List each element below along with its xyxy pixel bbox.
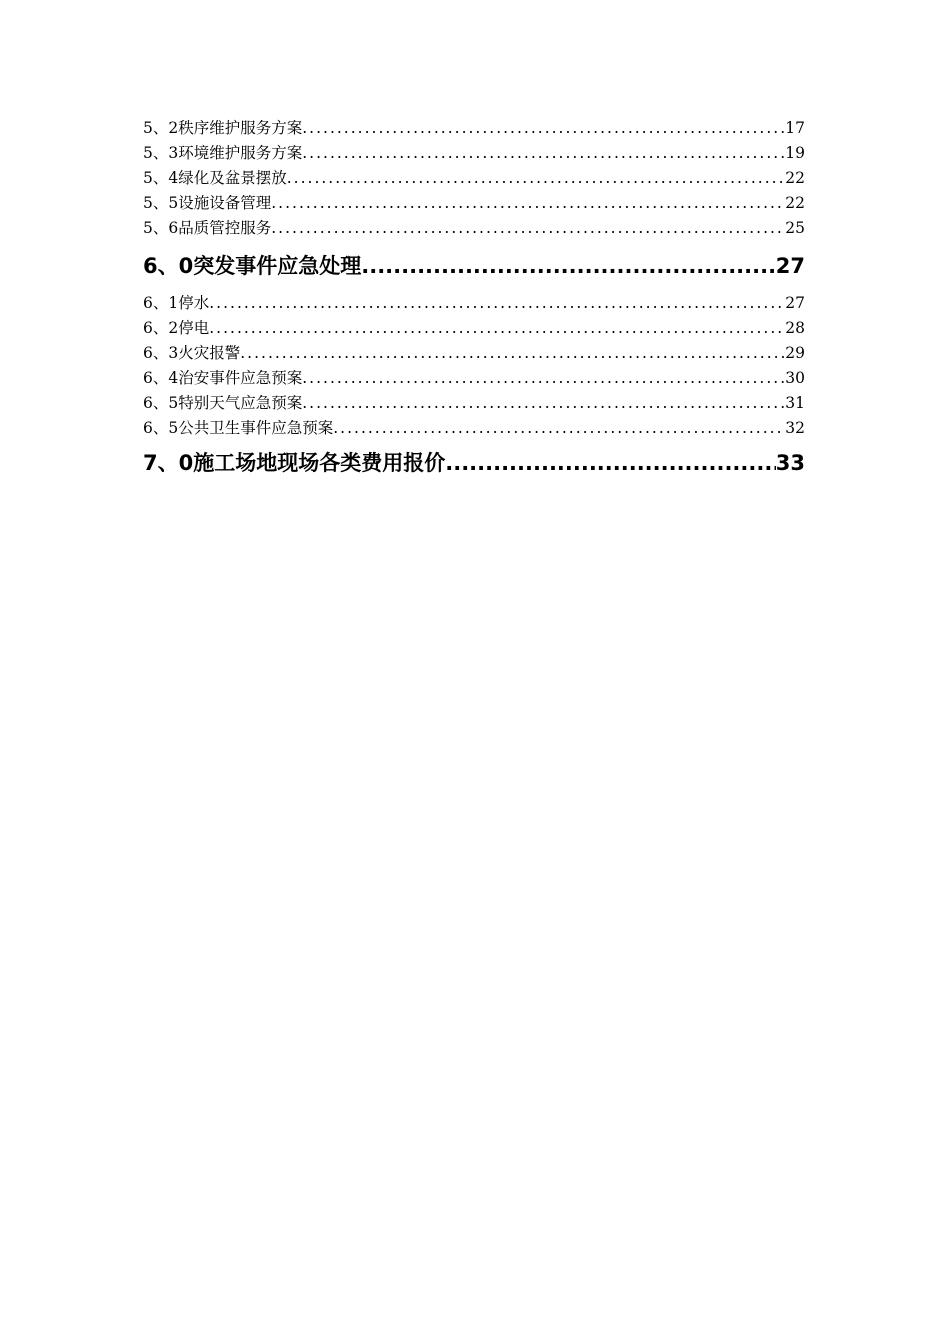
toc-section-7-0[interactable] — [143, 441, 805, 486]
toc-entry-5-4[interactable] — [143, 166, 805, 191]
toc-entry-5-3[interactable] — [143, 141, 805, 166]
toc-entry-page: 28 — [785, 319, 805, 337]
toc-entry-page: 31 — [785, 394, 805, 412]
toc-entry-6-4[interactable] — [143, 366, 805, 391]
toc-section-6-0[interactable] — [143, 241, 805, 291]
toc-entry-number: 5、4 — [143, 169, 179, 187]
toc-entry-page: 22 — [785, 169, 805, 187]
toc-entry-number: 6、2 — [143, 319, 179, 337]
toc-entry-6-5-public-health[interactable] — [143, 416, 805, 441]
toc-entry-number: 6、3 — [143, 344, 179, 362]
dot-leader — [302, 366, 785, 391]
dot-leader — [333, 416, 785, 441]
dot-leader — [209, 291, 785, 316]
toc-entry-title: 设施设备管理 — [178, 194, 272, 212]
toc-entry-number: 5、2 — [143, 119, 179, 137]
toc-entry-number: 6、5 — [143, 419, 179, 437]
toc-section-page: 27 — [775, 254, 805, 278]
dot-leader — [361, 241, 776, 291]
toc-entry-number: 5、6 — [143, 219, 179, 237]
toc-entry-number: 5、3 — [143, 144, 179, 162]
toc-entry-page: 29 — [785, 344, 805, 362]
toc-entry-title: 环境维护服务方案 — [178, 144, 303, 162]
toc-entry-6-5-weather[interactable] — [143, 391, 805, 416]
toc-entry-page: 27 — [785, 294, 805, 312]
toc-entry-page: 32 — [785, 419, 805, 437]
table-of-contents — [143, 116, 805, 486]
dot-leader — [209, 316, 785, 341]
dot-leader — [302, 391, 785, 416]
toc-entry-title: 公共卫生事件应急预案 — [178, 419, 334, 437]
toc-entry-title: 停电 — [178, 319, 210, 337]
toc-entry-6-1[interactable] — [143, 291, 805, 316]
toc-entry-title: 秩序维护服务方案 — [178, 119, 303, 137]
toc-entry-5-5[interactable] — [143, 191, 805, 216]
dot-leader — [302, 141, 785, 166]
toc-section-title: 施工场地现场各类费用报价 — [193, 451, 446, 475]
toc-entry-title: 治安事件应急预案 — [178, 369, 303, 387]
toc-section-title: 突发事件应急处理 — [193, 254, 362, 278]
toc-entry-6-3[interactable] — [143, 341, 805, 366]
toc-entry-page: 17 — [785, 119, 805, 137]
toc-section-number: 7、0 — [143, 451, 194, 475]
toc-entry-title: 火灾报警 — [178, 344, 241, 362]
toc-entry-number: 5、5 — [143, 194, 179, 212]
toc-section-number: 6、0 — [143, 254, 194, 278]
toc-entry-5-2[interactable] — [143, 116, 805, 141]
toc-entry-page: 25 — [785, 219, 805, 237]
toc-section-page: 33 — [775, 451, 805, 475]
dot-leader — [240, 341, 785, 366]
toc-entry-title: 停水 — [178, 294, 210, 312]
toc-entry-6-2[interactable] — [143, 316, 805, 341]
toc-entry-5-6[interactable] — [143, 216, 805, 241]
toc-entry-page: 19 — [785, 144, 805, 162]
toc-entry-number: 6、4 — [143, 369, 179, 387]
dot-leader — [271, 216, 785, 241]
toc-entry-title: 品质管控服务 — [178, 219, 272, 237]
toc-entry-page: 22 — [785, 194, 805, 212]
toc-entry-number: 6、1 — [143, 294, 179, 312]
dot-leader — [445, 441, 776, 486]
dot-leader — [287, 166, 786, 191]
toc-entry-page: 30 — [785, 369, 805, 387]
toc-entry-number: 6、5 — [143, 394, 179, 412]
dot-leader — [302, 116, 785, 141]
toc-entry-title: 特别天气应急预案 — [178, 394, 303, 412]
dot-leader — [271, 191, 785, 216]
toc-entry-title: 绿化及盆景摆放 — [178, 169, 287, 187]
